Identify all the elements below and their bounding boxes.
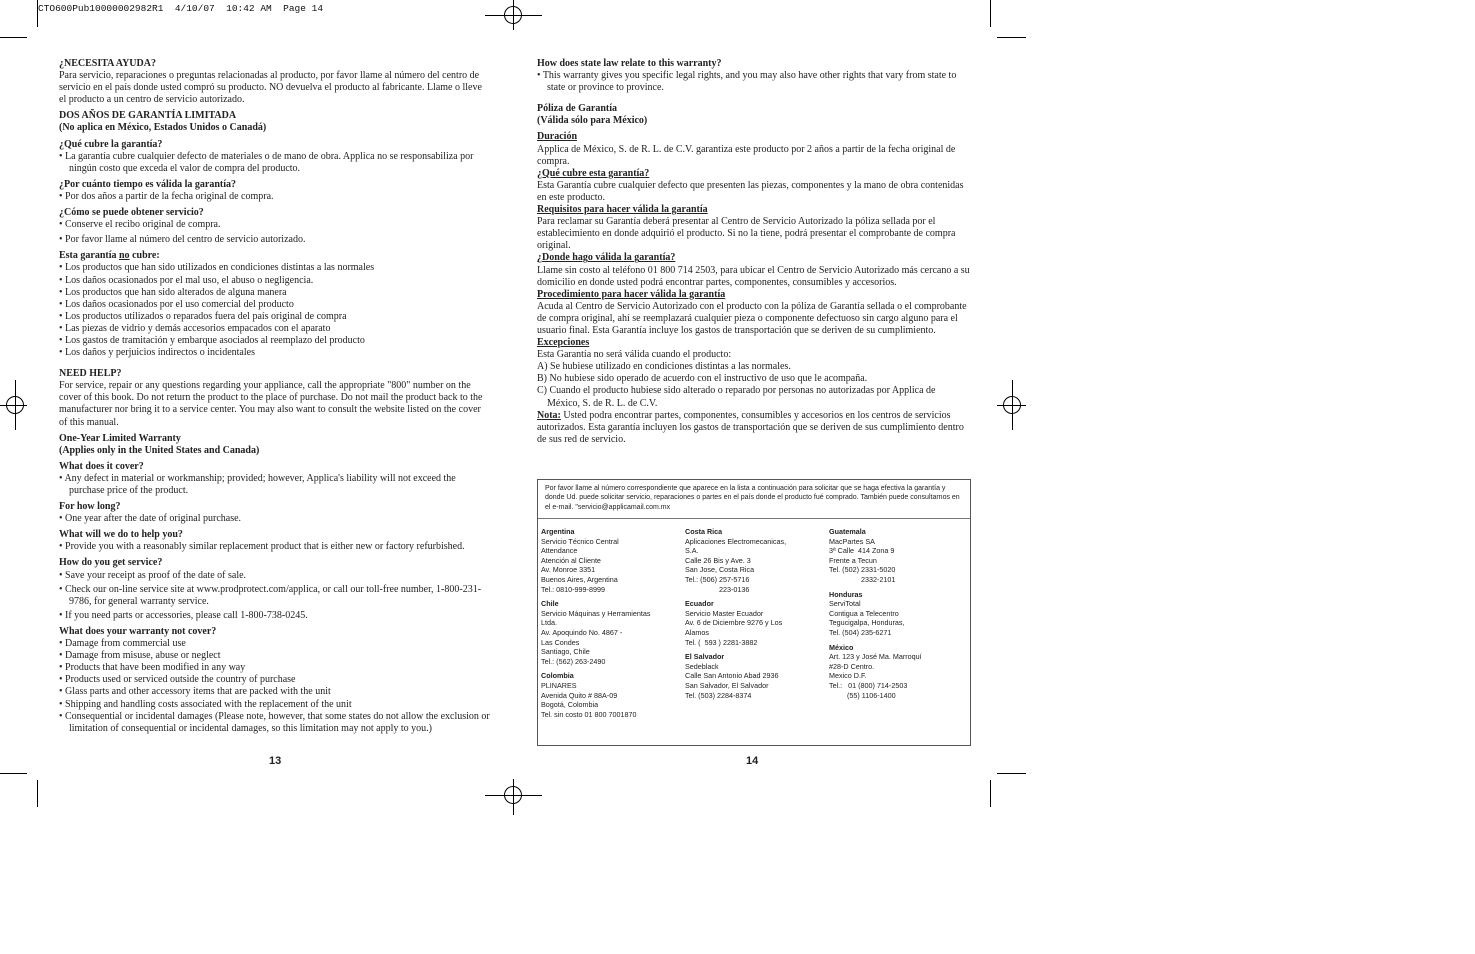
page-number: 13 (269, 755, 282, 767)
exceptions-list (537, 361, 971, 409)
contact-line: Atención al Cliente (541, 555, 601, 565)
list-item: • Los gastos de tramitación y embarque asociados al reemplazo del producto (59, 334, 365, 346)
contact-line: Art. 123 y José Ma. Marroquí (829, 652, 922, 662)
list-item: • Los productos utilizados o reparados fuera del país original de compra (59, 310, 347, 322)
list-item: • Damage from misuse, abuse or neglect (59, 650, 221, 662)
list-item: • Products that have been modified in any way (59, 662, 246, 674)
contact-line: ServiTotal (829, 599, 861, 609)
answer: • This warranty gives you specific legal rights, and you may also have other rights that vary from state to state or province to province. (537, 70, 957, 94)
contact-line: Tel.: 01 (800) 714-2503 (829, 680, 908, 690)
contact-line: Calle 26 Bis y Ave. 3 (685, 555, 751, 565)
question: ¿Qué cubre la garantía? (59, 138, 163, 150)
contact-line: S.A. (685, 546, 699, 556)
service-centers-column (541, 527, 681, 719)
question: ¿Por cuánto tiempo es válida la garantía? (59, 178, 237, 190)
country-name: El Salvador (685, 652, 725, 662)
answer: • Any defect in material or workmanship; provided; however, Applica's liability will not exceed the purchase price of the product. (59, 472, 456, 496)
crop-mark (997, 773, 1026, 774)
section-heading: Excepciones (537, 337, 590, 349)
contact-line: 2332-2101 (829, 574, 896, 584)
crop-mark (37, 780, 38, 807)
crop-mark (990, 780, 991, 807)
contact-line: MacPartes SA (829, 536, 875, 546)
question: How do you get service? (59, 557, 163, 569)
list-item: • Save your receipt as proof of the date of sale. (59, 569, 247, 581)
question: How does state law relate to this warranty? (537, 58, 722, 69)
contact-line: Contigua a Telecentro (829, 608, 899, 618)
registration-line (1012, 380, 1013, 430)
answer: • Provide you with a reasonably similar replacement product that is either new or factory refurbished. (59, 541, 465, 553)
contact-line: Las Condes (541, 637, 580, 647)
section-heading: Duración (537, 131, 577, 143)
question: What does your warranty not cover? (59, 625, 217, 637)
list-item: • Products used or serviced outside the country of purchase (59, 674, 296, 686)
country-name: Guatemala (829, 527, 866, 536)
service-centers-column (685, 527, 825, 700)
heading: (Válida sólo para México) (537, 115, 648, 127)
list-item: • Los daños ocasionados por el mal uso, el abuso o negligencia. (59, 274, 314, 286)
country-name: Argentina (541, 527, 575, 536)
exclusions-list (59, 638, 491, 735)
list-item: • Shipping and handling costs associated with the replacement of the unit (59, 698, 352, 710)
contact-line: Tegucigalpa, Honduras, (829, 618, 905, 628)
contact-line: Servicio Master Ecuador (685, 608, 764, 618)
answer: • One year after the date of original purchase. (59, 513, 242, 525)
contact-line: Tel. sin costo 01 800 7001870 (541, 709, 637, 719)
registration-line (0, 405, 27, 406)
contact-line: Buenos Aires, Argentina (541, 574, 618, 584)
list-item: • Los daños ocasionados por el uso comercial del producto (59, 298, 294, 310)
crop-mark (37, 0, 38, 27)
list-item: B) No hubiese sido operado de acuerdo con el instructivo de uso que le acompaña. (537, 373, 868, 385)
crop-mark (997, 37, 1026, 38)
contact-line: Tel. (502) 2331-5020 (829, 565, 896, 575)
contact-line: (55) 1106-1400 (829, 690, 896, 700)
question: Esta garantía no cubre: (59, 250, 160, 262)
exclusions-list (59, 262, 491, 359)
list-item: • Damage from commercial use (59, 638, 186, 650)
list-item: • Los productos que han sido utilizados en condiciones distintas a las normales (59, 262, 375, 274)
question: For how long? (59, 501, 121, 513)
note: Nota: Usted podra encontrar partes, componentes, consumibles y accesorios en los centros de servicios autorizados. Esta garantía incluyen los gastos de transportación que se deriven de sus cumplimiento dentro de sus red de servicio. (537, 409, 964, 445)
crop-mark (0, 773, 27, 774)
service-centers-box (537, 479, 971, 746)
contact-line: #28-D Centro. (829, 661, 875, 671)
crop-mark (0, 37, 27, 38)
answer: • Por favor llame al número del centro de servicio autorizado. (59, 234, 306, 246)
contact-line: Ltda. (541, 618, 557, 628)
page-number: 14 (746, 755, 759, 767)
contact-line: Tel. (504) 235-6271 (829, 627, 892, 637)
page-14-column (537, 58, 971, 446)
crop-mark (990, 0, 991, 27)
country-name: México (829, 642, 854, 652)
contact-line: Avenida Quito # 88A-09 (541, 690, 618, 700)
country-name: Colombia (541, 671, 574, 681)
box-divider (538, 518, 970, 519)
heading: Póliza de Garantía (537, 103, 617, 115)
section-heading: Procedimiento para hacer válida la garantía (537, 288, 726, 300)
registration-line (513, 0, 514, 30)
page-13-column (59, 58, 491, 735)
contact-line: Mexico D.F. (829, 671, 867, 681)
country-name: Costa Rica (685, 527, 723, 536)
heading: DOS AÑOS DE GARANTÍA LIMITADA (59, 110, 237, 122)
contact-line: Servicio Técnico Central (541, 536, 619, 546)
list-item: • Check our on-line service site at www.prodprotect.com/applica, or call our toll-free number, 1-800-231-9786, for general warranty service. (59, 583, 482, 607)
contact-line: Tel.: 0810-999-8999 (541, 584, 605, 594)
registration-line (513, 779, 514, 815)
contact-line: Tel.: (506) 257-5716 (685, 574, 750, 584)
country-name: Honduras (829, 589, 863, 599)
country-name: Chile (541, 599, 559, 609)
heading: One-Year Limited Warranty (59, 432, 181, 444)
print-slug: CTO600Pub10000002982R1 4/10/07 10:42 AM Page 14 (38, 3, 324, 14)
contact-line: Tel. ( 593 ) 2281-3882 (685, 637, 758, 647)
list-item: • Los daños y perjuicios indirectos o incidentales (59, 347, 255, 359)
paragraph: Applica de México, S. de R. L. de C.V. garantiza este producto por 2 años a partir de la fecha original de compra. (537, 143, 956, 167)
contact-line: San Salvador, El Salvador (685, 680, 769, 690)
contact-line: Av. 6 de Diciembre 9276 y Los (685, 618, 783, 628)
contact-line: Sedeblack (685, 661, 719, 671)
heading: (Applies only in the United States and Canada) (59, 444, 260, 456)
box-intro: Por favor llame al número correspondiente que aparece en la lista a continuación para solicitar que se haga efectiva la garantía y donde Ud. puede solicitar servicio, reparaciones o partes en el país donde el producto fué comprado. También puede consultarnos en el e-mail. "servicio@applicamail.com.mx (545, 485, 960, 511)
contact-line: Bogotá, Colombia (541, 700, 599, 710)
contact-line: 3ª Calle 414 Zona 9 (829, 546, 895, 556)
question: ¿Cómo se puede obtener servicio? (59, 207, 204, 219)
answer: • Conserve el recibo original de compra. (59, 219, 221, 231)
paragraph: Llame sin costo al teléfono 01 800 714 2503, para ubicar el Centro de Servicio Autorizado más cercano a su domicilio en donde usted podrá encontrar partes, componentes, consumibles y accesorios. (537, 264, 970, 288)
contact-line: Av. Apoquindo No. 4867 - (541, 627, 623, 637)
list-item: • Las piezas de vidrio y demás accesorios empacados con el aparato (59, 322, 331, 334)
section-heading: Requisitos para hacer válida la garantía (537, 204, 708, 216)
service-centers-column (829, 527, 969, 700)
contact-line: Calle San Antonio Abad 2936 (685, 671, 779, 681)
contact-line: Tel. (503) 2284-8374 (685, 690, 752, 700)
service-list (59, 570, 491, 622)
registration-line (15, 380, 16, 430)
contact-line: 223-0136 (685, 584, 750, 594)
paragraph: For service, repair or any questions regarding your appliance, call the appropriate "800" number on the cover of this book. Do not return the product to the place of purchase. Do not mail the product back to the manufacturer nor bring it to a service center. You may also want to consult the website listed on the cover of this manual. (59, 380, 483, 428)
list-item: • Los productos que han sido alterados de alguna manera (59, 286, 287, 298)
contact-line: San Jose, Costa Rica (685, 565, 755, 575)
question: What does it cover? (59, 460, 144, 472)
heading: ¿NECESITA AYUDA? (59, 58, 156, 69)
answer: • La garantía cubre cualquier defecto de materiales o de mano de obra. Applica no se responsabiliza por ningún costo que exceda el valor de compra del producto. (59, 150, 474, 174)
list-item: C) Cuando el producto hubiese sido alterado o reparado por personas no autorizadas por Applica de México, S. de R. L. de C.V. (537, 385, 936, 409)
contact-line: Santiago, Chile (541, 647, 590, 657)
country-name: Ecuador (685, 599, 714, 609)
section-heading: ¿Qué cubre esta garantía? (537, 167, 650, 179)
paragraph: Acuda al Centro de Servicio Autorizado con el producto con la póliza de Garantía sellada o el comprobante de compra original, ahí se reemplazará cualquier pieza o componente defectuoso sin cargo alguno para el usuario final. Esta Garantía incluye los gastos de transportación que se deriven de su cumplimiento. (537, 300, 967, 336)
contact-line: Tel.: (562) 263-2490 (541, 656, 606, 666)
list-item: • Glass parts and other accessory items that are packed with the unit (59, 686, 331, 698)
contact-line: Attendance (541, 546, 578, 556)
section-heading: ¿Donde hago válida la garantía? (537, 252, 676, 264)
heading: NEED HELP? (59, 368, 122, 380)
paragraph: Para reclamar su Garantía deberá presentar al Centro de Servicio Autorizado la póliza sellada por el establecimiento en donde adquirió el producto. Si no la tiene, podrá presentar el comprobante de compra original. (537, 216, 956, 252)
question: What will we do to help you? (59, 529, 183, 541)
contact-line: Av. Monroe 3351 (541, 565, 596, 575)
list-item: • If you need parts or accessories, please call 1-800-738-0245. (59, 609, 308, 621)
contact-line: Alamos (685, 627, 709, 637)
list-item: • Consequential or incidental damages (Please note, however, that some states do not allow the exclusion or limitation of consequential or incidental damages, so this limitation may not apply to you.) (59, 710, 490, 734)
paragraph: Esta Garantía cubre cualquier defecto que presenten las piezas, componentes y la mano de obra contenidas en este producto. (537, 179, 964, 203)
list-item: A) Se hubiese utilizado en condiciones distintas a las normales. (537, 361, 791, 373)
contact-line: Aplicaciones Electromecanicas, (685, 536, 787, 546)
heading: (No aplica en México, Estados Unidos o Canadá) (59, 122, 267, 134)
paragraph: Para servicio, reparaciones o preguntas relacionadas al producto, por favor llame al número del centro de servicio en el país donde usted compró su producto. NO devuelva el producto al fabricante. Llame o lleve el producto a un centro de servicio autorizado. (59, 70, 482, 106)
paragraph: Esta Garantía no será válida cuando el producto: (537, 349, 732, 361)
answer: • Por dos años a partir de la fecha original de compra. (59, 190, 274, 202)
contact-line: Frente a Tecun (829, 555, 877, 565)
contact-line: PLINARES (541, 680, 577, 690)
contact-line: Servicio Máquinas y Herramientas (541, 608, 651, 618)
